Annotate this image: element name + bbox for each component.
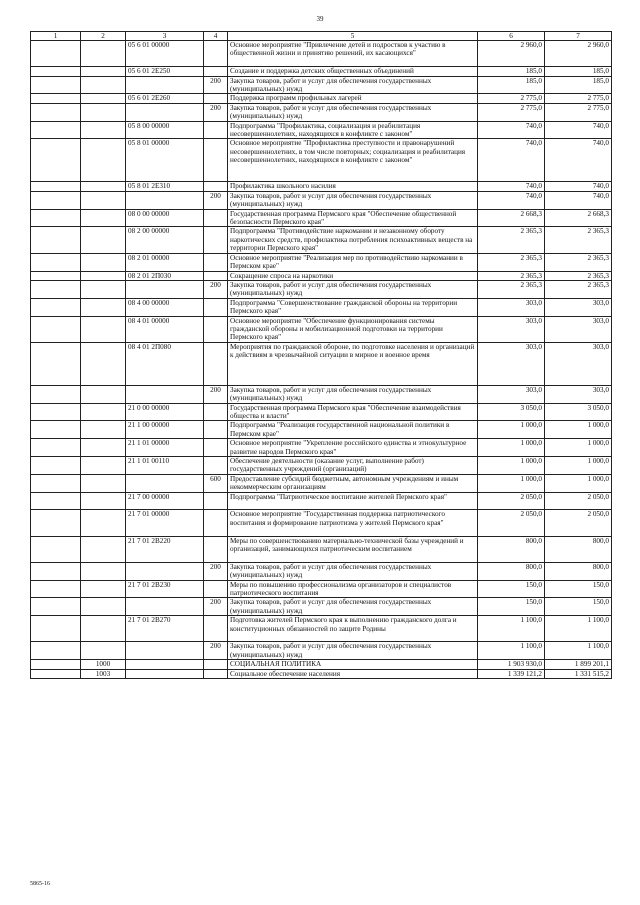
target-article-code: 21 0 00 00000 (126, 403, 204, 421)
col-1-cell (31, 642, 81, 660)
amount-year-2: 303,0 (545, 342, 612, 385)
target-article-code: 21 7 01 2В230 (126, 580, 204, 598)
amount-year-1: 1 100,0 (478, 616, 545, 642)
target-article-code: 05 8 01 00000 (126, 139, 204, 182)
table-body (31, 41, 612, 679)
section-code (81, 439, 126, 457)
section-code (81, 121, 126, 139)
section-code (81, 562, 126, 580)
expense-type-code (204, 421, 228, 439)
section-code (81, 510, 126, 536)
col-1-cell (31, 536, 81, 562)
amount-year-2: 303,0 (545, 385, 612, 403)
section-code (81, 139, 126, 182)
section-code (81, 316, 126, 342)
item-name: Подпрограмма "Противодействие наркомании и незаконному обороту наркотических средств, профилактика потребления психоактивных веществ на территории Пермского края" (228, 227, 478, 253)
col-1-cell (31, 510, 81, 536)
table-row (31, 227, 612, 253)
expense-type-code (204, 580, 228, 598)
item-name: Основное мероприятие "Привлечение детей и подростков к участию в общественной жизни и принятию решений, их касающихся" (228, 41, 478, 67)
amount-year-2: 2 668,3 (545, 209, 612, 227)
expense-type-code: 200 (204, 642, 228, 660)
table-row (31, 385, 612, 403)
section-code (81, 191, 126, 209)
amount-year-1: 303,0 (478, 298, 545, 316)
expense-type-code: 200 (204, 76, 228, 94)
amount-year-2: 2 775,0 (545, 103, 612, 121)
table-row (31, 421, 612, 439)
section-code (81, 403, 126, 421)
item-name: Подпрограмма "Совершенствование гражданской обороны на территории Пермского края" (228, 298, 478, 316)
amount-year-2: 150,0 (545, 598, 612, 616)
item-name: Закупка товаров, работ и услуг для обеспечения государственных (муниципальных) нужд (228, 103, 478, 121)
expense-type-code (204, 403, 228, 421)
table-row (31, 67, 612, 76)
item-name: Основное мероприятие "Укрепление российского единства и этнокультурное развитие народов Пермского края" (228, 439, 478, 457)
expense-type-code (204, 121, 228, 139)
item-name: Закупка товаров, работ и услуг для обеспечения государственных (муниципальных) нужд (228, 562, 478, 580)
amount-year-2: 2 365,3 (545, 280, 612, 298)
amount-year-2: 800,0 (545, 536, 612, 562)
expense-type-code: 600 (204, 474, 228, 492)
target-article-code: 21 1 00 00000 (126, 421, 204, 439)
page-number: 39 (316, 15, 324, 23)
table-row (31, 209, 612, 227)
budget-table (30, 31, 612, 679)
amount-year-2: 2 775,0 (545, 94, 612, 103)
item-name: Подготовка жителей Пермского края к выполнению гражданского долга и конституционных обязанностей по защите Родины (228, 616, 478, 642)
header-col-6: 6 (478, 32, 545, 41)
target-article-code (126, 103, 204, 121)
target-article-code: 21 7 00 00000 (126, 492, 204, 510)
amount-year-1: 2 365,3 (478, 227, 545, 253)
item-name: Обеспечение деятельности (оказание услуг, выполнение работ) государственных учреждений (организаций) (228, 457, 478, 475)
target-article-code: 21 7 01 2В220 (126, 536, 204, 562)
col-1-cell (31, 67, 81, 76)
table-row (31, 342, 612, 385)
amount-year-2: 1 000,0 (545, 457, 612, 475)
col-1-cell (31, 385, 81, 403)
item-name: Основное мероприятие "Реализация мер по противодействию наркомании в Пермском крае" (228, 253, 478, 271)
table-row (31, 580, 612, 598)
item-name: Закупка товаров, работ и услуг для обеспечения государственных (муниципальных) нужд (228, 642, 478, 660)
amount-year-2: 1 000,0 (545, 439, 612, 457)
item-name: Поддержка программ профильных лагерей (228, 94, 478, 103)
amount-year-1: 1 903 930,0 (478, 660, 545, 669)
section-code (81, 385, 126, 403)
amount-year-2: 2 960,0 (545, 41, 612, 67)
table-row (31, 316, 612, 342)
expense-type-code (204, 536, 228, 562)
item-name: Основное мероприятие "Государственная поддержка патриотического воспитания и формирование патриотизма у жителей Пермского края" (228, 510, 478, 536)
item-name: Профилактика школьного насилия (228, 182, 478, 191)
amount-year-2: 1 899 201,1 (545, 660, 612, 669)
table-row (31, 598, 612, 616)
table-row (31, 298, 612, 316)
table-row (31, 562, 612, 580)
target-article-code: 05 6 01 2Е250 (126, 67, 204, 76)
document-code: 5865-16 (30, 881, 50, 887)
amount-year-2: 185,0 (545, 76, 612, 94)
section-code (81, 182, 126, 191)
table-row (31, 492, 612, 510)
amount-year-1: 740,0 (478, 139, 545, 182)
expense-type-code (204, 227, 228, 253)
expense-type-code (204, 67, 228, 76)
table-row (31, 280, 612, 298)
section-code (81, 580, 126, 598)
section-code (81, 76, 126, 94)
expense-type-code (204, 342, 228, 385)
table-row (31, 94, 612, 103)
table-row (31, 253, 612, 271)
expense-type-code (204, 492, 228, 510)
table-row (31, 139, 612, 182)
amount-year-2: 2 365,3 (545, 253, 612, 271)
expense-type-code (204, 616, 228, 642)
amount-year-2: 1 331 515,2 (545, 669, 612, 678)
amount-year-1: 2 668,3 (478, 209, 545, 227)
amount-year-2: 150,0 (545, 580, 612, 598)
target-article-code (126, 562, 204, 580)
target-article-code: 08 4 00 00000 (126, 298, 204, 316)
amount-year-2: 303,0 (545, 298, 612, 316)
target-article-code (126, 191, 204, 209)
target-article-code: 21 1 01 00110 (126, 457, 204, 475)
col-1-cell (31, 271, 81, 280)
col-1-cell (31, 660, 81, 669)
item-name: Социальное обеспечение населения (228, 669, 478, 678)
amount-year-1: 1 100,0 (478, 642, 545, 660)
expense-type-code: 200 (204, 103, 228, 121)
col-1-cell (31, 298, 81, 316)
target-article-code: 08 4 01 2П080 (126, 342, 204, 385)
section-code: 1000 (81, 660, 126, 669)
item-name: Государственная программа Пермского края "Обеспечение общественной безопасности Пермского края" (228, 209, 478, 227)
table-row (31, 403, 612, 421)
expense-type-code: 200 (204, 598, 228, 616)
expense-type-code (204, 253, 228, 271)
section-code (81, 227, 126, 253)
col-1-cell (31, 139, 81, 182)
item-name: Подпрограмма "Патриотическое воспитание жителей Пермского края" (228, 492, 478, 510)
section-code: 1003 (81, 669, 126, 678)
expense-type-code (204, 182, 228, 191)
amount-year-1: 2 365,3 (478, 280, 545, 298)
table-row (31, 457, 612, 475)
item-name: Закупка товаров, работ и услуг для обеспечения государственных (муниципальных) нужд (228, 76, 478, 94)
col-1-cell (31, 616, 81, 642)
target-article-code (126, 669, 204, 678)
expense-type-code (204, 457, 228, 475)
expense-type-code (204, 298, 228, 316)
table-row (31, 642, 612, 660)
amount-year-1: 2 960,0 (478, 41, 545, 67)
col-1-cell (31, 580, 81, 598)
table-row (31, 271, 612, 280)
section-code (81, 642, 126, 660)
amount-year-2: 2 365,3 (545, 271, 612, 280)
section-code (81, 474, 126, 492)
col-1-cell (31, 227, 81, 253)
col-1-cell (31, 182, 81, 191)
expense-type-code (204, 209, 228, 227)
table-row (31, 191, 612, 209)
amount-year-1: 800,0 (478, 562, 545, 580)
section-code (81, 67, 126, 76)
section-code (81, 342, 126, 385)
table-row (31, 439, 612, 457)
amount-year-1: 2 050,0 (478, 510, 545, 536)
expense-type-code: 200 (204, 385, 228, 403)
section-code (81, 253, 126, 271)
amount-year-1: 2 775,0 (478, 103, 545, 121)
col-1-cell (31, 76, 81, 94)
item-name: Закупка товаров, работ и услуг для обеспечения государственных (муниципальных) нужд (228, 598, 478, 616)
col-1-cell (31, 94, 81, 103)
amount-year-1: 2 365,3 (478, 253, 545, 271)
expense-type-code: 200 (204, 191, 228, 209)
amount-year-1: 800,0 (478, 536, 545, 562)
table-row (31, 510, 612, 536)
target-article-code: 05 6 01 2Е260 (126, 94, 204, 103)
header-col-1: 1 (31, 32, 81, 41)
amount-year-2: 740,0 (545, 121, 612, 139)
table-row (31, 474, 612, 492)
amount-year-2: 3 050,0 (545, 403, 612, 421)
item-name: Закупка товаров, работ и услуг для обеспечения государственных (муниципальных) нужд (228, 280, 478, 298)
item-name: Закупка товаров, работ и услуг для обеспечения государственных (муниципальных) нужд (228, 385, 478, 403)
item-name: Подпрограмма "Реализация государственной национальной политики в Пермском крае" (228, 421, 478, 439)
col-1-cell (31, 457, 81, 475)
amount-year-1: 150,0 (478, 580, 545, 598)
target-article-code: 08 2 00 00000 (126, 227, 204, 253)
header-col-3: 3 (126, 32, 204, 41)
target-article-code (126, 280, 204, 298)
col-1-cell (31, 439, 81, 457)
section-code (81, 536, 126, 562)
col-1-cell (31, 421, 81, 439)
target-article-code (126, 642, 204, 660)
target-article-code (126, 660, 204, 669)
target-article-code (126, 385, 204, 403)
amount-year-1: 1 000,0 (478, 457, 545, 475)
section-code (81, 103, 126, 121)
section-code (81, 616, 126, 642)
table-row (31, 121, 612, 139)
expense-type-code (204, 41, 228, 67)
expense-type-code (204, 669, 228, 678)
header-col-2: 2 (81, 32, 126, 41)
section-code (81, 421, 126, 439)
item-name: Закупка товаров, работ и услуг для обеспечения государственных (муниципальных) нужд (228, 191, 478, 209)
target-article-code (126, 474, 204, 492)
section-code (81, 298, 126, 316)
header-col-5: 5 (228, 32, 478, 41)
item-name: Основное мероприятие "Профилактика преступности и правонарушений несовершеннолетних, в том числе повторных; социализация и реабилитация несовершеннолетних, находящихся в конфликте с законом" (228, 139, 478, 182)
amount-year-1: 1 000,0 (478, 474, 545, 492)
section-code (81, 492, 126, 510)
item-name: Создание и поддержка детских общественных объединений (228, 67, 478, 76)
table-row (31, 103, 612, 121)
target-article-code: 08 0 00 00000 (126, 209, 204, 227)
item-name: Меры по повышению профессионализма организаторов и специалистов патриотического воспитания (228, 580, 478, 598)
header-col-4: 4 (204, 32, 228, 41)
table-row (31, 182, 612, 191)
amount-year-1: 1 339 121,2 (478, 669, 545, 678)
target-article-code: 21 1 01 00000 (126, 439, 204, 457)
section-code (81, 209, 126, 227)
table-header-row (31, 32, 612, 41)
section-code (81, 598, 126, 616)
amount-year-2: 185,0 (545, 67, 612, 76)
section-code (81, 41, 126, 67)
item-name: Государственная программа Пермского края "Обеспечение взаимодействия общества и власти" (228, 403, 478, 421)
table-row (31, 41, 612, 67)
amount-year-2: 2 050,0 (545, 510, 612, 536)
amount-year-1: 2 365,3 (478, 271, 545, 280)
col-1-cell (31, 280, 81, 298)
target-article-code: 08 2 01 2П030 (126, 271, 204, 280)
amount-year-2: 2 365,3 (545, 227, 612, 253)
col-1-cell (31, 342, 81, 385)
expense-type-code: 200 (204, 280, 228, 298)
section-code (81, 457, 126, 475)
amount-year-2: 740,0 (545, 182, 612, 191)
item-name: Сокращение спроса на наркотики (228, 271, 478, 280)
amount-year-2: 303,0 (545, 316, 612, 342)
section-code (81, 280, 126, 298)
col-1-cell (31, 669, 81, 678)
amount-year-1: 150,0 (478, 598, 545, 616)
col-1-cell (31, 103, 81, 121)
expense-type-code (204, 510, 228, 536)
amount-year-2: 740,0 (545, 139, 612, 182)
col-1-cell (31, 209, 81, 227)
target-article-code: 21 7 01 00000 (126, 510, 204, 536)
amount-year-2: 740,0 (545, 191, 612, 209)
table-row (31, 76, 612, 94)
expense-type-code (204, 660, 228, 669)
col-1-cell (31, 121, 81, 139)
col-1-cell (31, 403, 81, 421)
amount-year-1: 185,0 (478, 76, 545, 94)
amount-year-1: 2 775,0 (478, 94, 545, 103)
target-article-code: 08 4 01 00000 (126, 316, 204, 342)
amount-year-1: 185,0 (478, 67, 545, 76)
col-1-cell (31, 41, 81, 67)
target-article-code: 05 6 01 00000 (126, 41, 204, 67)
table-row (31, 660, 612, 669)
amount-year-2: 1 000,0 (545, 474, 612, 492)
col-1-cell (31, 562, 81, 580)
item-name: Мероприятия по гражданской обороне, по подготовке населения и организаций к действиям в чрезвычайной ситуации в мирное и военное время (228, 342, 478, 385)
amount-year-1: 2 050,0 (478, 492, 545, 510)
item-name: Основное мероприятие "Обеспечение функционирования системы гражданской обороны и мобилизационной подготовки на территории Пермского края" (228, 316, 478, 342)
amount-year-2: 1 100,0 (545, 642, 612, 660)
table-row (31, 669, 612, 678)
expense-type-code (204, 94, 228, 103)
amount-year-1: 1 000,0 (478, 439, 545, 457)
table-row (31, 616, 612, 642)
amount-year-2: 1 000,0 (545, 421, 612, 439)
col-1-cell (31, 253, 81, 271)
amount-year-2: 2 050,0 (545, 492, 612, 510)
target-article-code: 08 2 01 00000 (126, 253, 204, 271)
col-1-cell (31, 492, 81, 510)
item-name: СОЦИАЛЬНАЯ ПОЛИТИКА (228, 660, 478, 669)
amount-year-1: 303,0 (478, 385, 545, 403)
target-article-code: 05 8 00 00000 (126, 121, 204, 139)
item-name: Меры по совершенствованию материально-технической базы учреждений и организаций, занимающихся патриотическим воспитанием (228, 536, 478, 562)
col-1-cell (31, 316, 81, 342)
item-name: Предоставление субсидий бюджетным, автономным учреждениям и иным некоммерческим организациям (228, 474, 478, 492)
table-row (31, 536, 612, 562)
amount-year-1: 1 000,0 (478, 421, 545, 439)
amount-year-1: 3 050,0 (478, 403, 545, 421)
expense-type-code (204, 439, 228, 457)
amount-year-1: 740,0 (478, 121, 545, 139)
col-1-cell (31, 474, 81, 492)
col-1-cell (31, 191, 81, 209)
expense-type-code: 200 (204, 562, 228, 580)
target-article-code: 05 8 01 2Е310 (126, 182, 204, 191)
expense-type-code (204, 271, 228, 280)
target-article-code: 21 7 01 2В270 (126, 616, 204, 642)
header-col-7: 7 (545, 32, 612, 41)
amount-year-1: 740,0 (478, 191, 545, 209)
section-code (81, 271, 126, 280)
section-code (81, 94, 126, 103)
item-name: Подпрограмма "Профилактика, социализация и реабилитация несовершеннолетних, находящихся в конфликте с законом" (228, 121, 478, 139)
expense-type-code (204, 139, 228, 182)
target-article-code (126, 598, 204, 616)
amount-year-2: 800,0 (545, 562, 612, 580)
target-article-code (126, 76, 204, 94)
col-1-cell (31, 598, 81, 616)
amount-year-1: 303,0 (478, 342, 545, 385)
amount-year-1: 303,0 (478, 316, 545, 342)
expense-type-code (204, 316, 228, 342)
amount-year-1: 740,0 (478, 182, 545, 191)
amount-year-2: 1 100,0 (545, 616, 612, 642)
